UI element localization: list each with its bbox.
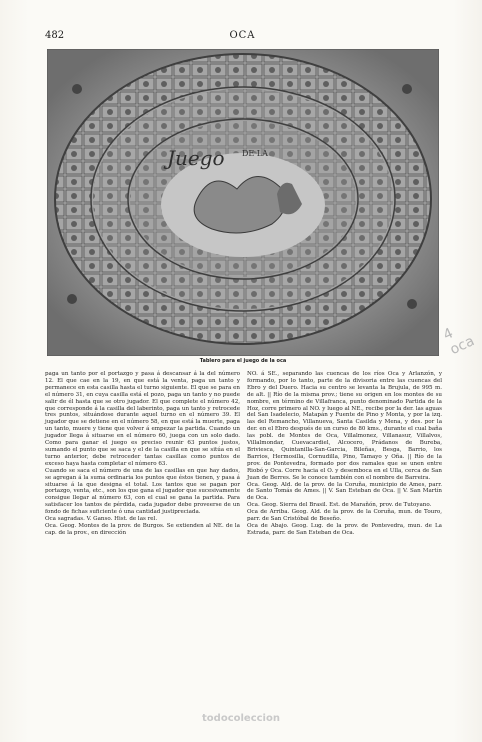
- paragraph: Oca sagradas. V. Ganso. Hist. de las rel.: [45, 516, 158, 523]
- text-column-right: [247, 371, 442, 537]
- game-board-illustration: [47, 49, 439, 356]
- paragraph: Oca. Geog. Montes de la prov. de Burgos. Se extienden al NE. de la cap. de la prov., en dirección: [45, 522, 240, 536]
- board-inscription: Juego: [167, 146, 225, 170]
- watermark: todocoleccion: [202, 713, 280, 724]
- paragraph: Oca de Arriba. Geog. Ald. de la prov. de la Coruña, mun. de Touro, parr. de San Cristóbal de Beseño.: [247, 509, 442, 523]
- running-head: OCA: [229, 30, 256, 41]
- header: [45, 30, 440, 44]
- paragraph: Cuando se saca el número de una de las casillas en que hay dados, se agregan á la suma ordinaria los puntos que éstos tienen, y pasa á situarse á la que designa el total. Los tantos que se pagan por portazgo, venta, etc., son los que gana el jugador que sucesivamente consigue llegar al número 63, con el cual se gana la partida. Para satisfacer los tantos de pérdida, cada jugador debe proveerse de un fondo de fichas suficiente ó una cantidad justipreciada.: [45, 467, 240, 516]
- board-inscription-small: DE LA: [242, 149, 268, 158]
- paragraph: paga un tanto por el portazgo y pasa á descansar á la del número 12. El que cae en la 19, en que está la venta, paga un tanto y permanece en esta casilla hasta el turno siguiente. El que se para en el número 31, en cuya casilla está el pozo, paga un tanto y no puede salir de él hasta que se otro jugador. El que complete el número 42, que corresponde á la casilla del laberinto, paga un tanto y retrocede tres puntos, situándose durante aquel turno en el número 39. El jugador que se detiene en el número 58, en que está la muerte, paga un tanto, muere y tiene que volver á empezar la partida. Cuando un jugador llega á situarse en el número 60, juega con un solo dado. Como para ganar el juego es preciso reunir 63 puntos justos, sumando el punto que se saca y el de la casilla en que se sitúa en el turno anterior, debe retroceder tantas casillas como puntos de exceso haya hasta completar el número 63.: [45, 371, 240, 467]
- pencil-note: 4 oca: [440, 325, 477, 359]
- plate-caption: Tablero para el juego de la oca: [199, 358, 287, 364]
- paragraph: Oca de Abajo. Geog. Lug. de la prov. de Pontevedra, mun. de La Estrada, parr. de San Esteban de Oca.: [247, 522, 442, 536]
- page-number: 482: [45, 30, 65, 41]
- paragraph: Oca. Geog. Ald. de la prov. de la Coruña, municipio de Ames, parr. de Santo Tomás de Ames. || V. San Esteban de Oca. || V. San Martín de Oca.: [247, 481, 442, 502]
- game-board-plate: [47, 49, 439, 356]
- paragraph: NO. á SE., separando las cuencas de los ríos Oca y Arlanzón, y formando, por lo tanto, parte de la divisoria entre las cuencas del Ebro y del Duero. Hacia su centro se levanta la Brujula, de 995 m. de alt. || Río de la misma prov.; tiene su origen en los montes de su nombre, en término de Villafranca, punto denominado Partida de la Hoz, corre primero al NO. y luego al NE., recibe por la der. las aguas del San Isadelecio, Matapán y Fuente de Pino y Monta, y por la izq. las del Remancho, Villanueva, Santa Casilda y Mena, y des. por la der. en el Ebro después de un curso de 80 kms., durante el cual baña las pobl. de Montes de Oca, Villalmonez, Villanasur, Villalvos, Villalmondar, Cuevacardiel, Alcocero, Prádanos de Bureba, Briviesca, Quintanilla-San-Garcia, Bileñas, Besga, Barrio, los Barrios, Hermosilla, Cornudilla, Pino, Tamayo y Oña. || Río de la prov. de Pontevedra, formado por dos ramales que se unen entre Riobó y Oca. Corre hacia el O. y desemboca en el Ulla, cerca de San Juan de Berres. Se le conoce también con el nombre de Barreira.: [247, 371, 442, 481]
- paragraph: Oca. Geog. Sierra del Brasil. Est. de Marañón, prov. de Tutoyano.: [247, 502, 432, 509]
- text-column-left: [45, 371, 240, 537]
